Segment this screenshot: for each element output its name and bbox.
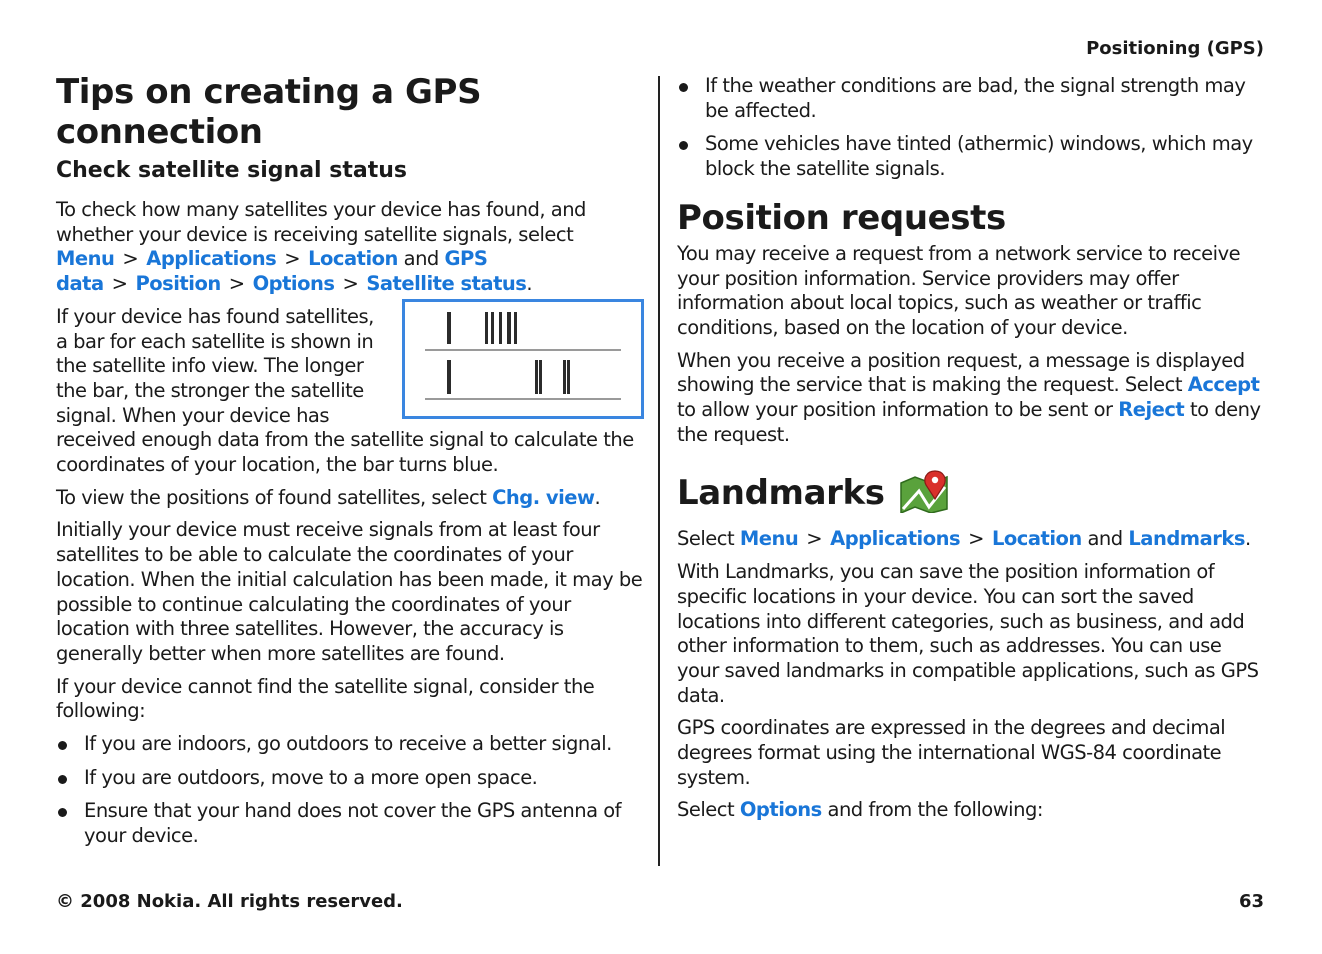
link-options[interactable]: Options — [252, 272, 335, 296]
intro-paragraph: To check how many satellites your device has found, and whether your device is receiving satellite signals, select Menu > Applications > Location and GPS data > Position > Options > Satellite status. — [56, 198, 586, 296]
consider-paragraph: If your device cannot find the satellite signal, consider the following: — [56, 674, 595, 723]
list-item: If you are outdoors, move to a more open space. — [56, 766, 644, 791]
list-item: Some vehicles have tinted (athermic) windows, which may block the satellite signals. — [677, 132, 1267, 181]
left-column — [56, 72, 644, 858]
list-item: Ensure that your hand does not cover the GPS antenna of your device. — [56, 799, 644, 848]
landmarks-paragraph-2: With Landmarks, you can save the position information of specific locations in your device. You can sort the saved locations into different categories, such as business, and add other information to them, such as addresses. You can use your saved landmarks in compatible applications, such as GPS data. — [677, 560, 1259, 707]
landmarks-path-paragraph: Select Menu > Applications > Location and Landmarks. — [677, 527, 1251, 551]
landmarks-options-paragraph: Select Options and from the following: — [677, 798, 1043, 822]
tips-list-left — [56, 732, 644, 849]
position-paragraph-2: When you receive a position request, a message is displayed showing the service that is making the request. Select Accept to allow your position information to be sent or Reject to deny the request. — [677, 348, 1261, 446]
link-menu-2[interactable]: Menu — [739, 527, 799, 551]
bars-paragraph: If your device has found satellites, a bar for each satellite is shown in the satellite info view. The longer the bar, the stronger the satellite signal. When your device has received enough data from the satellite signal to calculate the coordinates of your location, the bar turns blue. — [56, 304, 634, 477]
footer-copyright: © 2008 Nokia. All rights reserved. — [56, 891, 403, 912]
right-column — [677, 72, 1267, 831]
link-applications-2[interactable]: Applications — [830, 527, 961, 551]
satellite-info-figure — [402, 299, 644, 419]
landmarks-title: Landmarks — [677, 473, 885, 514]
link-options-2[interactable]: Options — [739, 798, 822, 822]
position-requests-title: Position requests — [677, 197, 1006, 238]
link-position[interactable]: Position — [135, 272, 221, 296]
link-chg-view[interactable]: Chg. view — [492, 485, 595, 509]
link-reject[interactable]: Reject — [1118, 398, 1185, 422]
link-accept[interactable]: Accept — [1187, 373, 1260, 397]
column-divider — [658, 76, 660, 866]
four-satellites-paragraph: Initially your device must receive signals from at least four satellites to be able to calculate the coordinates of your location. When the initial calculation has been made, it may be possible to continue calculating the coordinates of your location with three satellites. However, the accuracy is generally better when more satellites are found. — [56, 518, 643, 665]
link-landmarks[interactable]: Landmarks — [1128, 527, 1245, 551]
position-paragraph-1: You may receive a request from a network service to receive your position information. Service providers may offer information about local topics, such as weather or traffic conditions, based on the location of your device. — [677, 241, 1241, 339]
link-applications[interactable]: Applications — [146, 247, 277, 271]
section-subtitle: Check satellite signal status — [56, 158, 407, 183]
list-item: If you are indoors, go outdoors to receive a better signal. — [56, 732, 644, 757]
running-header: Positioning (GPS) — [1086, 38, 1264, 59]
link-satellite-status[interactable]: Satellite status — [366, 272, 527, 296]
satellite-bars-image — [405, 302, 641, 416]
page-number: 63 — [1238, 891, 1264, 912]
link-location[interactable]: Location — [308, 247, 398, 271]
tips-list-right — [677, 74, 1267, 182]
link-menu[interactable]: Menu — [56, 247, 115, 271]
link-location-2[interactable]: Location — [991, 527, 1082, 551]
list-item: If the weather conditions are bad, the signal strength may be affected. — [677, 74, 1267, 123]
landmarks-heading — [677, 469, 1267, 517]
page-title: Tips on creating a GPS connection — [56, 72, 482, 152]
landmarks-paragraph-3: GPS coordinates are expressed in the degrees and decimal degrees format using the international WGS-84 coordinate system. — [677, 716, 1226, 789]
landmarks-map-pin-icon — [899, 469, 949, 517]
link-gps-data[interactable]: GPS data — [56, 247, 488, 296]
chg-view-paragraph: To view the positions of found satellites, select Chg. view. — [56, 485, 601, 509]
